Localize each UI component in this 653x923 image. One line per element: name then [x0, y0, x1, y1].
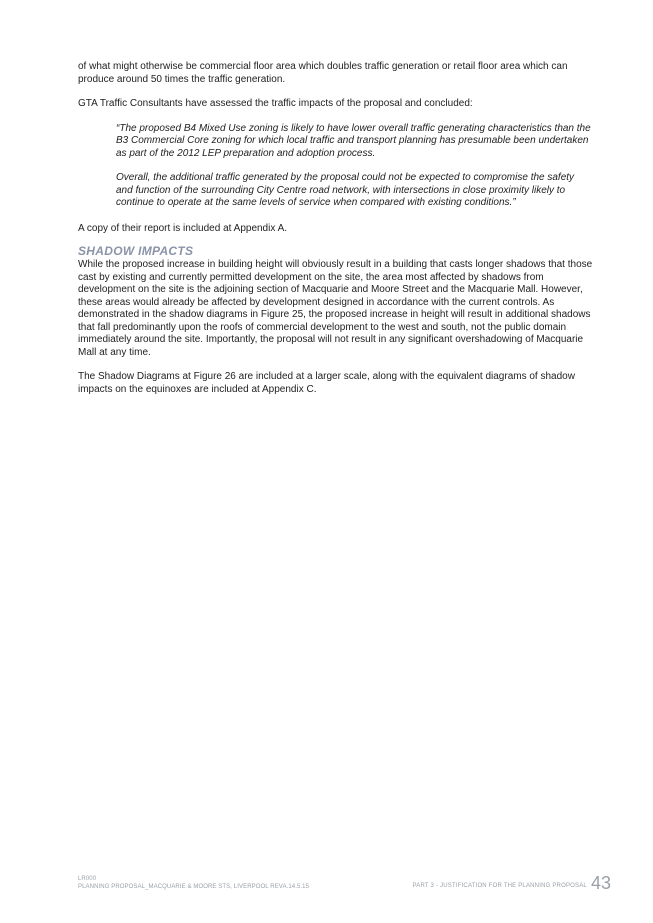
- footer-document-info: [78, 876, 309, 891]
- intro-paragraph: of what might otherwise be commercial floor area which doubles traffic generation or retail floor area which can produce around 50 times the traffic generation.: [78, 61, 568, 85]
- shadow-paragraph-2: The Shadow Diagrams at Figure 26 are included at a larger scale, along with the equivalent diagrams of shadow impacts on the equinoxes are included at Appendix C.: [78, 371, 575, 395]
- page-number: 43: [590, 873, 611, 893]
- quote-paragraph-2: Overall, the additional traffic generated by the proposal could not be expected to compromise the safety and function of the surrounding City Centre road network, with intersections in close proximity likely to continue to operate at the same levels of service when compared with existing conditions.”: [116, 172, 575, 208]
- page-body: [78, 61, 593, 396]
- gta-statement: GTA Traffic Consultants have assessed the traffic impacts of the proposal and concluded:: [78, 98, 473, 109]
- appendix-note: A copy of their report is included at Appendix A.: [78, 222, 288, 234]
- footer-code: LR000: [78, 876, 97, 882]
- footer-section-title: PART 3 - JUSTIFICATION FOR THE PLANNING PROPOSAL: [412, 883, 587, 889]
- quote-paragraph-1: “The proposed B4 Mixed Use zoning is likely to have lower overall traffic generating characteristics than the B3 Commercial Core zoning for which local traffic and transport planning has presumable been undertaken as part of the 2012 LEP preparation and adoption process.: [116, 122, 591, 159]
- section-heading: SHADOW IMPACTS: [78, 244, 194, 258]
- footer-page-info: [413, 874, 611, 892]
- footer-document-title: PLANNING PROPOSAL_MACQUARIE & MOORE STS, LIVERPOOL REVA.14.5.15: [78, 883, 310, 890]
- shadow-paragraph-1: While the proposed increase in building height will obviously result in a building that casts longer shadows that those cast by existing and currently permitted development on the site, the area most affected by shadows from development on the site is the adjoining section of Macquarie and Moore Street and the Macquarie Mall. However, these areas would already be affected by development designed in accordance with the current controls. As demonstrated in the shadow diagrams in Figure 25, the proposed increase in height will result in additional shadows that fall predominantly upon the roofs of commercial development to the west and south, not the public domain immediately around the site. Importantly, the proposal will not result in any significant overshadowing of Macquarie Mall at any time.: [78, 259, 593, 358]
